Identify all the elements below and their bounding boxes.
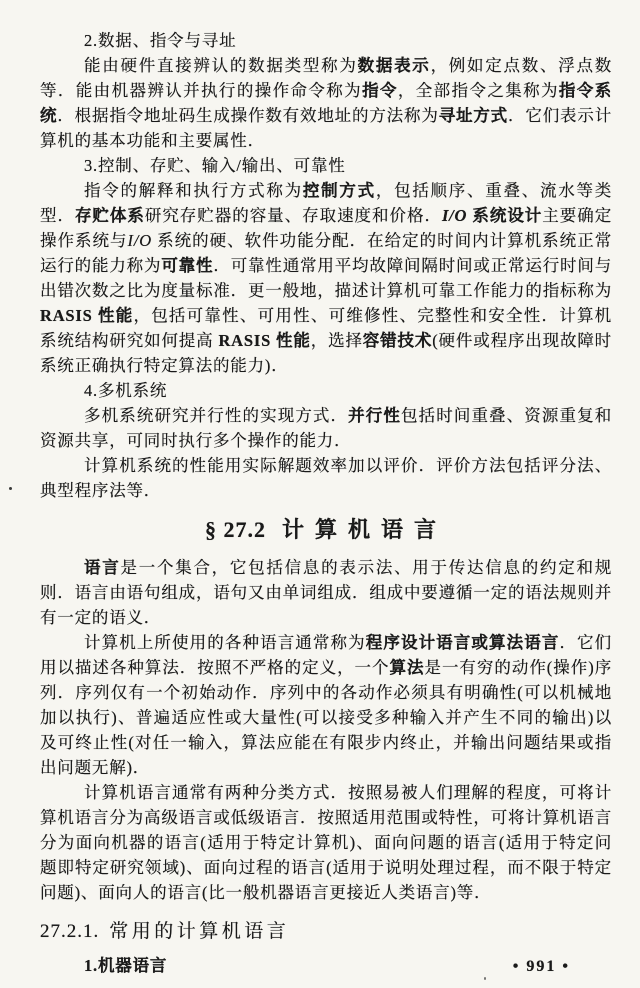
section-heading <box>40 515 612 545</box>
para-parallelism: 多机系统研究并行性的实现方式．并行性包括时间重叠、资源重复和资源共享，可同时执行多个操作的能力． <box>40 406 613 450</box>
page-number: • 991 • <box>512 958 570 975</box>
para-programming-languages-and-algorithms: 计算机上所使用的各种语言通常称为程序设计语言或算法语言．它们用以描述各种算法．按照不严格的定义，一个算法是一有穷的动作(操作)序列．序列仅有一个初始动作．序列中的各动作必须具有明确性(可以机械地加以执行)、普遍适应性或大量性(可以接受多种输入并产生不同的输出)以及可终止性(对任一输入，算法应能在有限步内终止，并输出问题结果或指出问题无解)． <box>40 633 612 777</box>
subsection-heading <box>40 919 612 945</box>
section-title-text: 计算机语言 <box>281 517 447 542</box>
para-language-definition: 语言是一个集合，它包括信息的表示法、用于传达信息的约定和规则．语言由语句组成，语句又由单词组成．组成中要遵循一定的语法规则并有一定的语义． <box>40 558 612 627</box>
para-control-and-reliability: 指令的解释和执行方式称为控制方式，包括顺序、重叠、流水等类型．存贮体系研究存贮器的容量、存取速度和价格．I/O 系统设计主要确定操作系统与I/O 系统的硬、软件功能分配．在给定的时间内计算机系统正常运行的能力称为可靠性．可靠性通常用平均故障间隔时间或正常运行时间与出错次数之比为度量标准．更一般地，描述计算机可靠工作能力的指标称为 RASIS 性能，包括可靠性、可用性、可维修性、完整性和安全性．计算机系统结构研究如何提高 RASIS 性能，选择容错技术(硬件或程序出现故障时系统正确执行特定算法的能力)． <box>40 181 613 375</box>
para-performance-evaluation: 计算机系统的性能用实际解题效率加以评价．评价方法包括评分法、典型程序法等． <box>40 456 612 500</box>
section-number: § 27.2 <box>204 517 266 542</box>
para-language-classification: 计算机语言通常有两种分类方式．按照易被人们理解的程度，可将计算机语言分为高级语言或低级语言．按照适用范围或特性，可将计算机语言分为面向机器的语言(适用于特定计算机)、面向问题的语言(适用于特定问题即特定研究领域)、面向过程的语言(适用于说明处理过程，而不限于特定问题)、面向人的语言(比一般机器语言更接近人类语言)等． <box>40 783 612 902</box>
heading-machine-language: 1.机器语言 <box>84 956 168 975</box>
subsection-number: 27.2.1. <box>40 921 100 942</box>
scan-speck <box>484 977 486 980</box>
scan-speck <box>9 487 12 490</box>
heading-multiprocessor-systems: 4.多机系统 <box>84 381 168 400</box>
subsection-title-text: 常用的计算机语言 <box>109 921 290 942</box>
para-data-representation: 能由硬件直接辨认的数据类型称为数据表示，例如定点数、浮点数等．能由机器辨认并执行的操作命令称为指令，全部指令之集称为指令系统．根据指令地址码生成操作数有效地址的方法称为寻址方式．它们表示计算机的基本功能和主要属性． <box>40 56 613 150</box>
heading-control-storage-io-reliability: 3.控制、存贮、输入/输出、可靠性 <box>84 156 346 175</box>
heading-data-instructions-addressing: 2.数据、指令与寻址 <box>84 31 237 50</box>
